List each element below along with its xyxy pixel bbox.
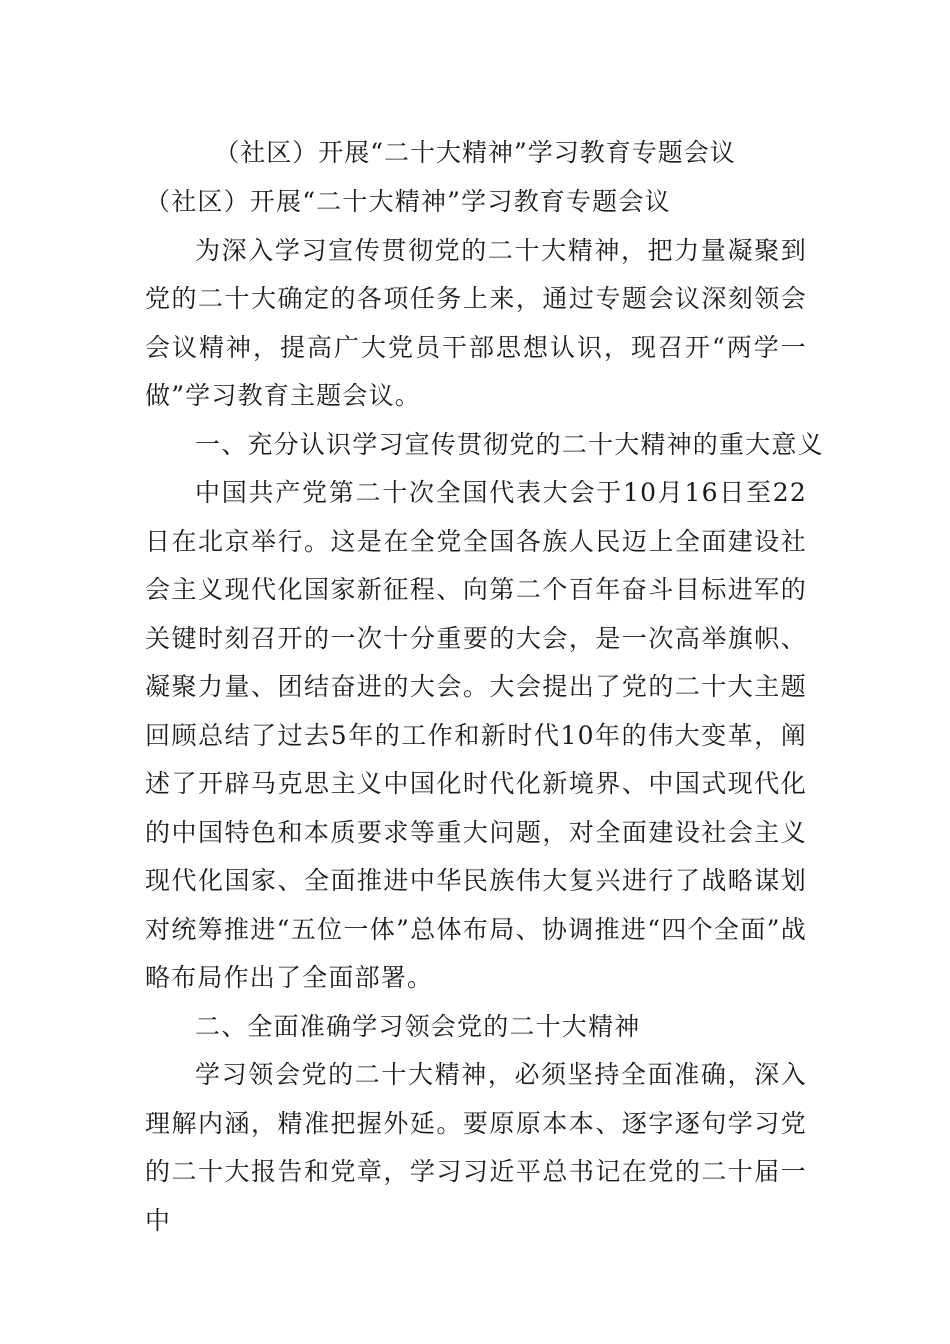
section-1-heading: 一、充分认识学习宣传贯彻党的二十大精神的重大意义	[195, 429, 824, 459]
document-body	[145, 178, 824, 1245]
section-2-paragraph: 学习领会党的二十大精神，必须坚持全面准确，深入理解内涵，精准把握外延。要原原本本、逐字逐句学习党的二十大报告和党章，学习习近平总书记在党的二十届一中	[145, 1060, 807, 1235]
intro-paragraph: 为深入学习宣传贯彻党的二十大精神，把力量凝聚到党的二十大确定的各项任务上来，通过专题会议深刻领会会议精神，提高广大党员干部思想认识，现召开“两学一做”学习教育主题会议。	[145, 235, 807, 410]
document-subtitle: （社区）开展“二十大精神”学习教育专题会议	[145, 187, 671, 216]
section-1-paragraph: 中国共产党第二十次全国代表大会于10月16日至22日在北京举行。这是在全党全国各族人民迈上全面建设社会主义现代化国家新征程、向第二个百年奋斗目标进军的关键时刻召开的一次十分重要的大会，是一次高举旗帜、凝聚力量、团结奋进的大会。大会提出了党的二十大主题回顾总结了过去5年的工作和新时代10年的伟大变革，阐述了开辟马克思主义中国化时代化新境界、中国式现代化的中国特色和本质要求等重大问题，对全面建设社会主义现代化国家、全面推进中华民族伟大复兴进行了战略谋划对统筹推进“五位一体”总体布局、协调推进“四个全面”战略布局作出了全面部署。	[145, 478, 807, 992]
section-2-heading: 二、全面准确学习领会党的二十大精神	[195, 1011, 641, 1041]
document-title: （社区）开展“二十大精神”学习教育专题会议	[214, 138, 736, 167]
